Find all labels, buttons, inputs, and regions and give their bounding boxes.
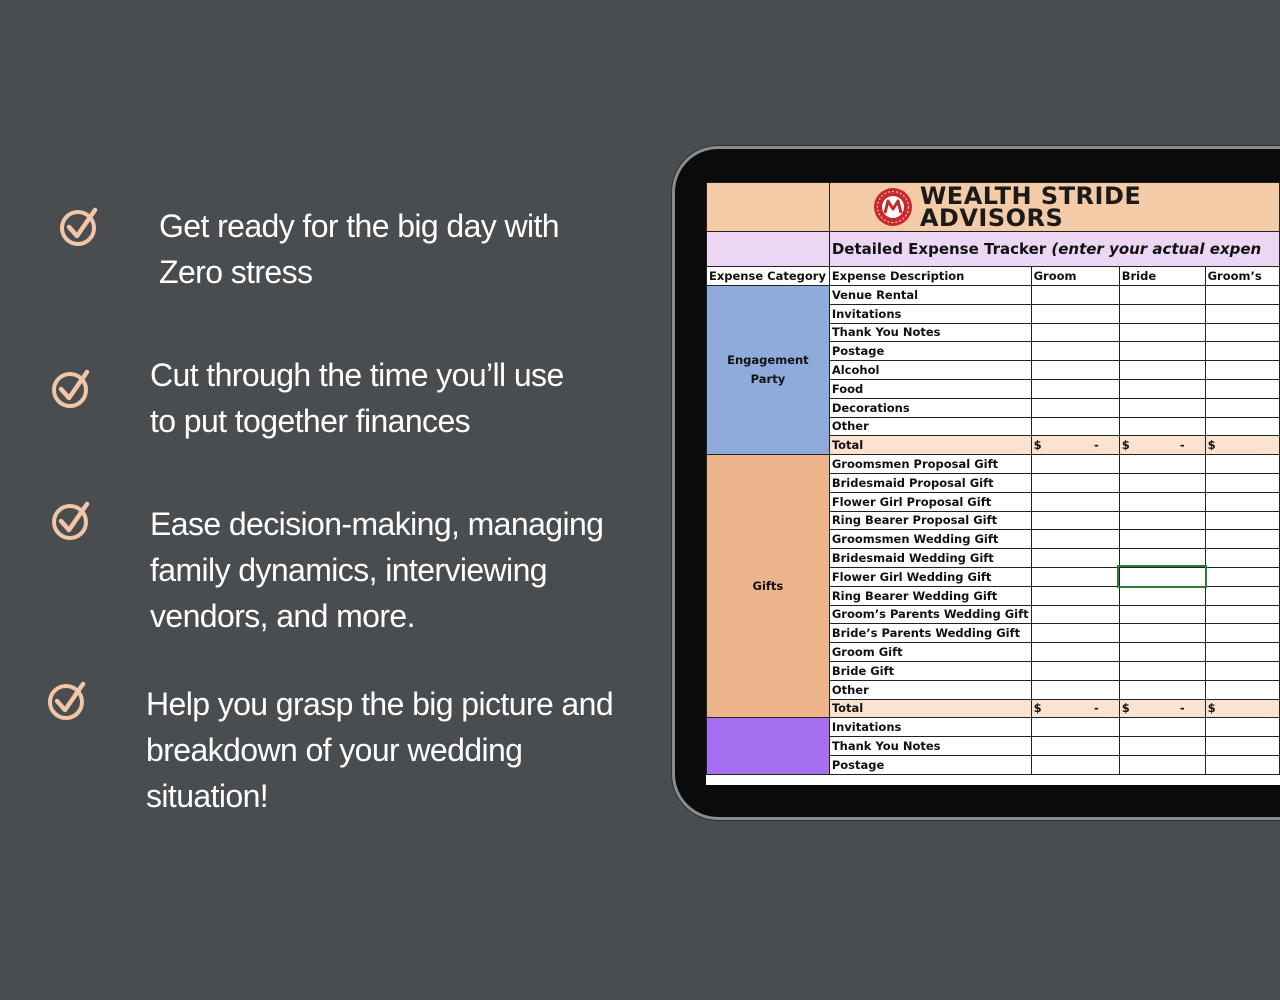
- amount-cell[interactable]: [1205, 737, 1279, 756]
- amount-cell[interactable]: [1031, 398, 1119, 417]
- amount-cell[interactable]: [1119, 718, 1205, 737]
- amount-cell[interactable]: [1031, 473, 1119, 492]
- total-amount-cell[interactable]: [1119, 699, 1205, 718]
- amount-cell[interactable]: [1031, 379, 1119, 398]
- bullet-1: [58, 206, 102, 248]
- bullet-4-text-wrap: [146, 681, 613, 819]
- currency-symbol: $: [1033, 701, 1042, 716]
- total-amount-cell[interactable]: [1205, 699, 1279, 718]
- amount-cell[interactable]: [1031, 624, 1119, 643]
- expense-description-cell[interactable]: Postage: [829, 755, 1031, 774]
- amount-cell[interactable]: [1119, 398, 1205, 417]
- amount-cell[interactable]: [1205, 417, 1279, 436]
- expense-description-cell[interactable]: Bridesmaid Proposal Gift: [829, 473, 1031, 492]
- amount-cell[interactable]: [1119, 342, 1205, 361]
- header-row: [707, 267, 1280, 286]
- total-label: Total: [829, 436, 1031, 455]
- amount-cell[interactable]: [1031, 286, 1119, 305]
- amount-cell[interactable]: [1119, 661, 1205, 680]
- check-circle-icon: [50, 366, 94, 410]
- total-value: -: [1093, 701, 1099, 716]
- brand-line-2: ADVISORS: [919, 204, 1064, 232]
- amount-cell[interactable]: [1205, 549, 1279, 568]
- check-circle-icon: [58, 204, 102, 248]
- header-cell[interactable]: Expense Description: [829, 267, 1031, 286]
- amount-cell[interactable]: [1205, 398, 1279, 417]
- expense-description-cell[interactable]: Groom’s Parents Wedding Gift: [829, 605, 1031, 624]
- header-cell[interactable]: Groom’s: [1205, 267, 1279, 286]
- total-value: -: [1179, 438, 1185, 453]
- amount-cell[interactable]: [1205, 492, 1279, 511]
- amount-cell[interactable]: [1119, 643, 1205, 662]
- amount-cell[interactable]: [1205, 586, 1279, 605]
- amount-cell[interactable]: [1031, 605, 1119, 624]
- amount-cell[interactable]: [1119, 455, 1205, 474]
- bullet-3-text-wrap: [150, 501, 603, 639]
- subtitle-blank-cell: [707, 232, 830, 267]
- amount-cell[interactable]: [1205, 718, 1279, 737]
- total-amount-cell[interactable]: [1205, 436, 1279, 455]
- currency-symbol: $: [1121, 701, 1130, 716]
- expense-description-cell[interactable]: Flower Girl Proposal Gift: [829, 492, 1031, 511]
- expense-description-cell[interactable]: Groomsmen Wedding Gift: [829, 530, 1031, 549]
- amount-cell[interactable]: [1031, 455, 1119, 474]
- expense-description-cell[interactable]: Ring Bearer Proposal Gift: [829, 511, 1031, 530]
- amount-cell[interactable]: [1205, 323, 1279, 342]
- amount-cell[interactable]: [1119, 304, 1205, 323]
- amount-cell[interactable]: [1205, 624, 1279, 643]
- total-value: -: [1093, 438, 1099, 453]
- amount-cell[interactable]: [1031, 417, 1119, 436]
- expense-description-cell[interactable]: Other: [829, 680, 1031, 699]
- expense-description-cell[interactable]: Flower Girl Wedding Gift: [829, 567, 1031, 586]
- amount-cell[interactable]: [1031, 342, 1119, 361]
- amount-cell[interactable]: [1119, 361, 1205, 380]
- total-amount-cell[interactable]: [1031, 699, 1119, 718]
- expense-description-cell[interactable]: Bride’s Parents Wedding Gift: [829, 624, 1031, 643]
- expense-description-cell[interactable]: Alcohol: [829, 361, 1031, 380]
- expense-description-cell[interactable]: Ring Bearer Wedding Gift: [829, 586, 1031, 605]
- currency-symbol: $: [1207, 438, 1216, 453]
- tracker-title-italic: (enter your actual expen: [1051, 240, 1262, 258]
- expense-description-cell[interactable]: Food: [829, 379, 1031, 398]
- wealth-stride-logo-icon: [872, 186, 914, 228]
- amount-cell[interactable]: [1205, 379, 1279, 398]
- amount-cell[interactable]: [1119, 567, 1205, 586]
- tablet-screen: [706, 182, 1280, 785]
- amount-cell[interactable]: [1031, 511, 1119, 530]
- amount-cell[interactable]: [1205, 661, 1279, 680]
- currency-symbol: $: [1121, 438, 1130, 453]
- amount-cell[interactable]: [1119, 323, 1205, 342]
- expense-description-cell[interactable]: Bridesmaid Wedding Gift: [829, 549, 1031, 568]
- category-cell[interactable]: Gifts: [707, 455, 830, 718]
- amount-cell[interactable]: [1031, 718, 1119, 737]
- amount-cell[interactable]: [1205, 680, 1279, 699]
- amount-cell[interactable]: [1205, 361, 1279, 380]
- expense-description-cell[interactable]: Venue Rental: [829, 286, 1031, 305]
- amount-cell[interactable]: [1205, 286, 1279, 305]
- bullet-3: [50, 500, 94, 542]
- amount-cell[interactable]: [1119, 755, 1205, 774]
- expense-spreadsheet: [706, 182, 1280, 775]
- total-amount-cell[interactable]: [1119, 436, 1205, 455]
- bullet-2: [50, 368, 94, 410]
- logo-cell: [829, 183, 1279, 232]
- amount-cell[interactable]: [1119, 417, 1205, 436]
- amount-cell[interactable]: [1119, 492, 1205, 511]
- category-cell[interactable]: Engagement Party: [707, 286, 830, 455]
- amount-cell[interactable]: [1031, 492, 1119, 511]
- currency-symbol: $: [1207, 701, 1216, 716]
- amount-cell[interactable]: [1205, 455, 1279, 474]
- currency-symbol: $: [1033, 438, 1042, 453]
- amount-cell[interactable]: [1031, 323, 1119, 342]
- expense-description-cell[interactable]: Thank You Notes: [829, 323, 1031, 342]
- expense-description-cell[interactable]: Bride Gift: [829, 661, 1031, 680]
- tracker-title-text: Detailed Expense Tracker: [831, 240, 1047, 258]
- expense-description-cell[interactable]: Other: [829, 417, 1031, 436]
- amount-cell[interactable]: [1031, 361, 1119, 380]
- amount-cell[interactable]: [1205, 605, 1279, 624]
- amount-cell[interactable]: [1119, 586, 1205, 605]
- category-cell[interactable]: [707, 718, 830, 774]
- bullet-1-text-wrap: [159, 203, 559, 295]
- amount-cell[interactable]: [1031, 549, 1119, 568]
- total-label: Total: [829, 699, 1031, 718]
- expense-description-cell[interactable]: Invitations: [829, 718, 1031, 737]
- brand-line-1: WEALTH STRIDE: [919, 182, 1142, 210]
- expense-description-cell[interactable]: Thank You Notes: [829, 737, 1031, 756]
- amount-cell[interactable]: [1205, 473, 1279, 492]
- bullet-2-text: Cut through the time you’ll use to put together finances: [150, 357, 564, 439]
- amount-cell[interactable]: [1031, 304, 1119, 323]
- total-amount-cell[interactable]: [1031, 436, 1119, 455]
- header-cell[interactable]: Expense Category: [707, 267, 830, 286]
- amount-cell[interactable]: [1119, 680, 1205, 699]
- check-circle-icon: [50, 498, 94, 542]
- logo-blank-cell: [707, 183, 830, 232]
- amount-cell[interactable]: [1031, 643, 1119, 662]
- amount-cell[interactable]: [1031, 661, 1119, 680]
- amount-cell[interactable]: [1031, 530, 1119, 549]
- expense-description-cell[interactable]: Invitations: [829, 304, 1031, 323]
- amount-cell[interactable]: [1205, 304, 1279, 323]
- amount-cell[interactable]: [1119, 737, 1205, 756]
- amount-cell[interactable]: [1119, 549, 1205, 568]
- subtitle-row: [707, 232, 1280, 267]
- header-cell[interactable]: Groom: [1031, 267, 1119, 286]
- bullet-2-text-wrap: [150, 352, 564, 444]
- header-cell[interactable]: Bride: [1119, 267, 1205, 286]
- amount-cell[interactable]: [1031, 680, 1119, 699]
- amount-cell[interactable]: [1119, 624, 1205, 643]
- amount-cell[interactable]: [1205, 511, 1279, 530]
- logo-row: [707, 183, 1280, 232]
- amount-cell[interactable]: [1119, 530, 1205, 549]
- amount-cell[interactable]: [1205, 530, 1279, 549]
- expense-description-cell[interactable]: Groom Gift: [829, 643, 1031, 662]
- amount-cell[interactable]: [1119, 379, 1205, 398]
- amount-cell[interactable]: [1205, 755, 1279, 774]
- table-row: [707, 455, 1280, 474]
- amount-cell[interactable]: [1031, 567, 1119, 586]
- tracker-title: [829, 232, 1279, 267]
- expense-description-cell[interactable]: Decorations: [829, 398, 1031, 417]
- amount-cell[interactable]: [1119, 473, 1205, 492]
- amount-cell[interactable]: [1119, 511, 1205, 530]
- table-row: [707, 286, 1280, 305]
- amount-cell[interactable]: [1031, 755, 1119, 774]
- brand-name: [919, 182, 1142, 232]
- bullet-4: [46, 680, 90, 722]
- bullet-1-text: Get ready for the big day with Zero stress: [159, 208, 560, 290]
- check-circle-icon: [46, 678, 90, 722]
- amount-cell[interactable]: [1119, 286, 1205, 305]
- amount-cell[interactable]: [1205, 567, 1279, 586]
- table-row: [707, 718, 1280, 737]
- expense-description-cell[interactable]: Postage: [829, 342, 1031, 361]
- bullet-3-text: Ease decision-making, managing family dynamics, interviewing vendors, and more.: [150, 506, 604, 634]
- amount-cell[interactable]: [1031, 737, 1119, 756]
- total-value: -: [1179, 701, 1185, 716]
- amount-cell[interactable]: [1205, 643, 1279, 662]
- amount-cell[interactable]: [1031, 586, 1119, 605]
- expense-description-cell[interactable]: Groomsmen Proposal Gift: [829, 455, 1031, 474]
- amount-cell[interactable]: [1119, 605, 1205, 624]
- amount-cell[interactable]: [1205, 342, 1279, 361]
- bullet-4-text: Help you grasp the big picture and breakdown of your wedding situation!: [146, 686, 614, 814]
